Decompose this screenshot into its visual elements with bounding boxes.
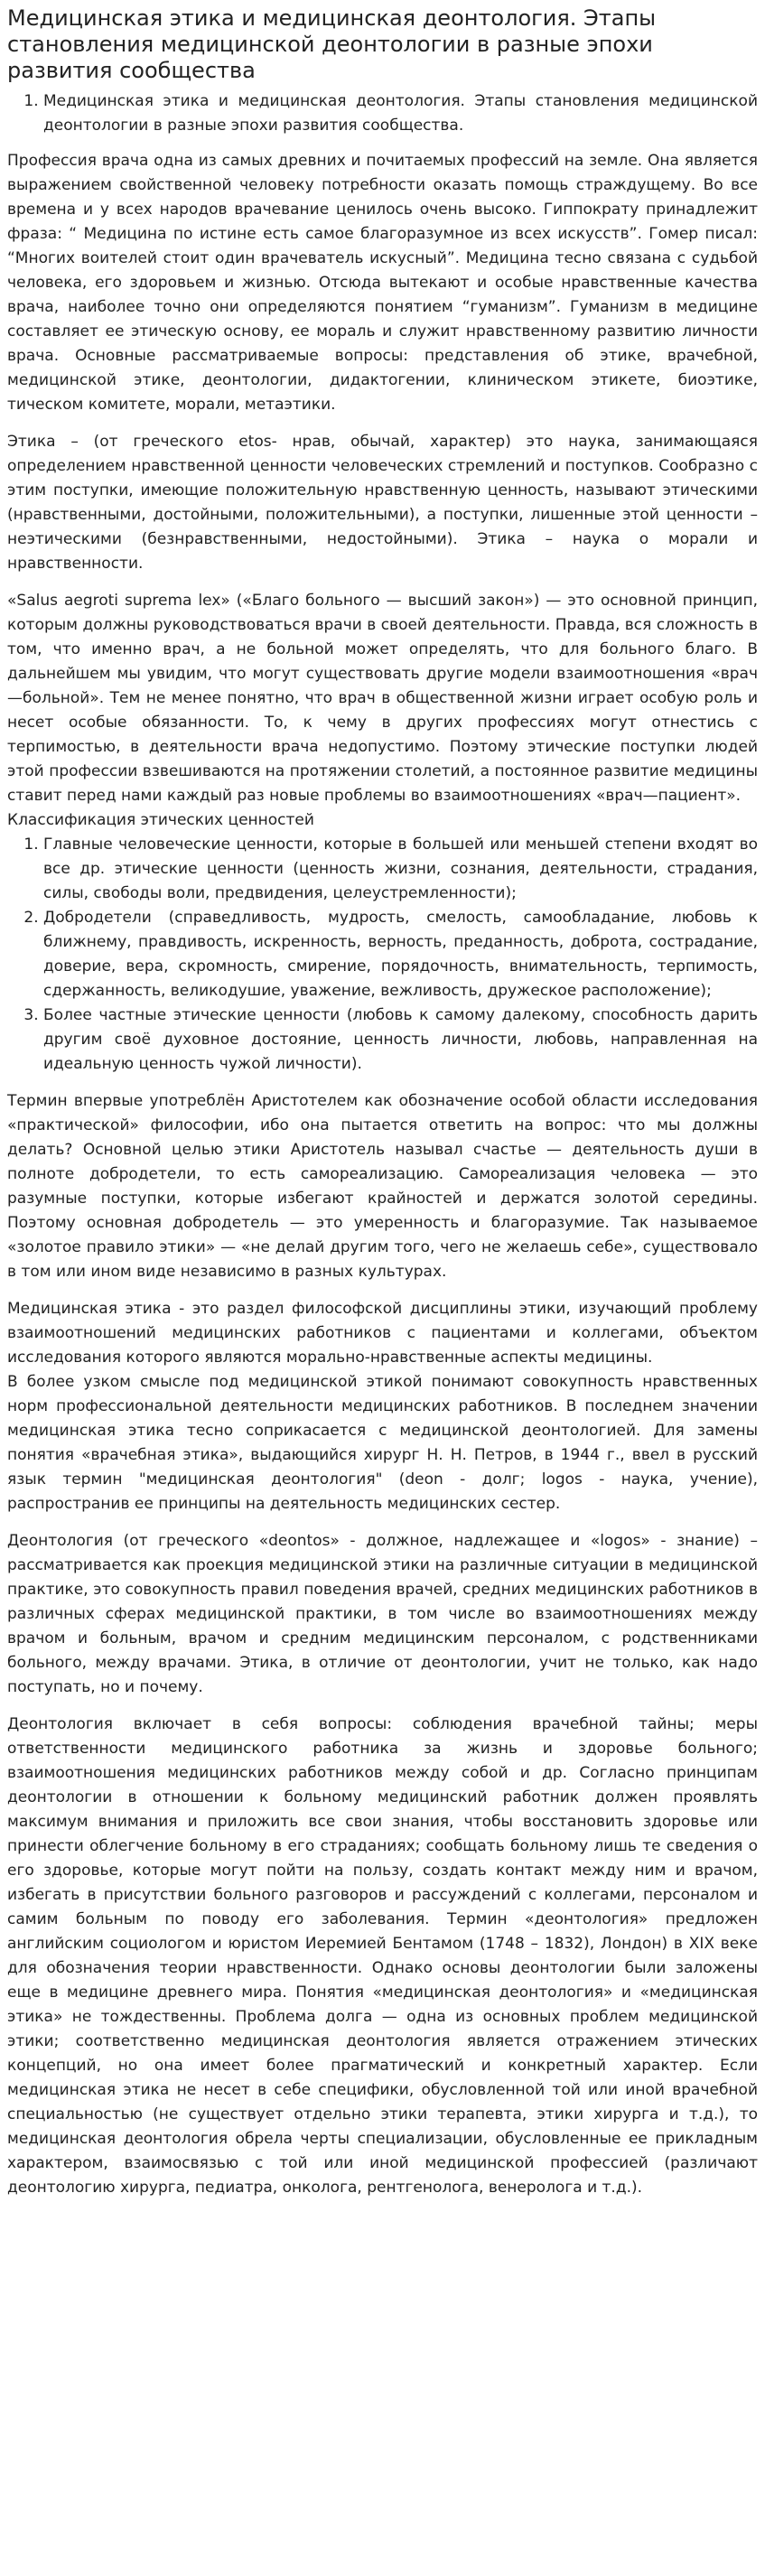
classification-list	[7, 833, 758, 1077]
classification-item: 2. Добродетели (справедливость, мудрость, смелость, самообладание, любовь к ближнему, правдивость, искренность, верность, преданность, доброта, сострадание, доверие, вера, скромность, смирение, порядочность, внимательность, терпимость, сдержанность, великодушие, уважение, вежливость, дружеское расположение);	[43, 906, 758, 1003]
intro-list	[7, 89, 758, 138]
classification-item: 1. Главные человеческие ценности, которые в большей или меньшей степени входят во все др. этические ценности (ценность жизни, сознания, деятельности, страдания, силы, свободы воли, предвидения, целеустремленности);	[43, 833, 758, 906]
paragraph-deontology-definition: Деонтология (от греческого «deontos» - должное, надлежащее и «logos» - знание) – рассматривается как проекция медицинской этики на различные ситуации в медицинской практике, это совокупность правил поведения врачей, средних медицинских работников в различных сферах медицинской практики, в том числе во взаимоотношениях между врачом и больным, врачом и средним медицинским персоналом, с родственниками больного, между врачами. Этика, в отличие от деонтологии, учит не только, как надо поступать, но и почему.	[7, 1532, 758, 1696]
paragraph-deontology-questions: Деонтология включает в себя вопросы: соблюдения врачебной тайны; меры ответственности медицинского работника за жизнь и здоровье больного; взаимоотношения медицинских работников между собой и др. Согласно принципам деонтологии в отношении к больному медицинский работник должен проявлять максимум внимания и приложить все свои знания, чтобы восстановить здоровье или принести облегчение больному в его страданиях; сообщать больному лишь те сведения о его здоровье, которые могут пойти на пользу, создать контакт между ним и врачом, избегать в присутствии больного разговоров и рассуждений с коллегами, персоналом и самим больным по поводу его заболевания. Термин «деонтология» предложен английским социологом и юристом Иеремией Бентамом (1748 – 1832), Лондон) в XIX веке для обозначения теории нравственности. Однако основы деонтологии были заложены еще в медицине древнего мира. Понятия «медицинская деонтология» и «медицинская этика» не тождественны. Проблема долга — одна из основных проблем медицинской этики; соответственно медицинская деонтология является отражением этических концепций, но она имеет более прагматический и конкретный характер. Если медицинская этика не несет в себе специфики, обусловленной той или иной врачебной специальностью (не существует отдельно этики терапевта, этики хирурга и т.д.), то медицинская деонтология обрела черты специализации, обусловленные ее прикладным характером, взаимосвязью с той или иной медицинской профессией (различают деонтологию хирурга, педиатра, онколога, рентгенолога, венеролога и т.д.).	[7, 1715, 758, 2197]
paragraph-narrow-sense: В более узком смысле под медицинской этикой понимают совокупность нравственных норм профессиональной деятельности медицинских работников. В последнем значении медицинская этика тесно соприкасается с медицинской деонтологией. Для замены понятия «врачебная этика», выдающийся хирург Н. Н. Петров, в 1944 г., ввел в русский язык термин "медицинская деонтология" (deon - долг; logos - наука, учение), распространив ее принципы на деятельность медицинских сестер.	[7, 1373, 758, 1513]
paragraph-salus-aegroti: «Salus aegroti suprema lex» («Благо больного — высший закон») — это основной принцип, которым должны руководствоваться врачи в своей деятельности. Правда, вся сложность в том, что именно врач, а не больной может определять, что для больного благо. В дальнейшем мы увидим, что могут существовать другие модели взаимоотношения «врач—больной». Тем не менее понятно, что врач в общественной жизни играет особую роль и несет особые обязанности. То, к чему в других профессиях могут отнестись с терпимостью, в деятельности врача недопустимо. Поэтому этические поступки людей этой профессии взвешиваются на протяжении столетий, а постоянное развитие медицины ставит перед нами каждый раз новые проблемы во взаимоотношениях «врач—пациент».	[7, 592, 758, 805]
classification-item: 3. Более частные этические ценности (любовь к самому далекому, способность дарить другим своё духовное достояние, ценность личности, любовь, направленная на идеальную ценность чужой личности).	[43, 1003, 758, 1077]
paragraph-profession: Профессия врача одна из самых древних и почитаемых профессий на земле. Она является выражением свойственной человеку потребности оказать помощь страждущему. Во все времена и у всех народов врачевание ценилось очень высоко. Гиппократу принадлежит фраза: “ Медицина по истине есть самое благоразумное из всех искусств”. Гомер писал: “Многих воителей стоит один врачеватель искусный”. Медицина тесно связана с судьбой человека, его здоровьем и жизнью. Отсюда вытекают и особые нравственные качества врача, наиболее точно они определяются понятием “гуманизм”. Гуманизм в медицине составляет ее этическую основу, ее мораль и служит нравственному развитию личности врача. Основные рассматриваемые вопросы: представления об этике, врачебной, медицинской этике, деонтологии, дидактогении, клиническом этикете, биоэтике, тическом комитете, морали, метаэтики.	[7, 152, 758, 414]
paragraph-medical-ethics: Медицинская этика - это раздел философской дисциплины этики, изучающий проблему взаимоотношений медицинских работников с пациентами и коллегами, объектом исследования которого являются морально-нравственные аспекты медицины.	[7, 1300, 758, 1367]
paragraph-aristotle: Термин впервые употреблён Аристотелем как обозначение особой области исследования «практической» философии, ибо она пытается ответить на вопрос: что мы должны делать? Основной целью этики Аристотель называл счастье — деятельность души в полноте добродетели, то есть самореализацию. Самореализация человека — это разумные поступки, которые избегают крайностей и держатся золотой середины. Поэтому основная добродетель — это умеренность и благоразумие. Так называемое «золотое правило этики» — «не делай другим того, чего не желаешь себе», существовало в том или ином виде независимо в разных культурах.	[7, 1092, 758, 1281]
paragraph-ethics-definition: Этика – (от греческого etos- нрав, обычай, характер) это наука, занимающаяся определением нравственной ценности человеческих стремлений и поступков. Сообразно с этим поступки, имеющие положительную нравственную ценность, называют этическими (нравственными, достойными, положительными), а поступки, лишенные этой ценности – неэтическими (безнравственными, недостойными). Этика – наука о морали и нравственности.	[7, 433, 758, 573]
page-title: Медицинская этика и медицинская деонтология. Этапы становления медицинской деонтологии в разные эпохи развития сообщества	[7, 5, 657, 83]
classification-heading: Классификация этических ценностей	[7, 811, 314, 829]
intro-list-item: 1. Медицинская этика и медицинская деонтология. Этапы становления медицинской деонтологии в разные эпохи развития сообщества.	[43, 89, 758, 138]
